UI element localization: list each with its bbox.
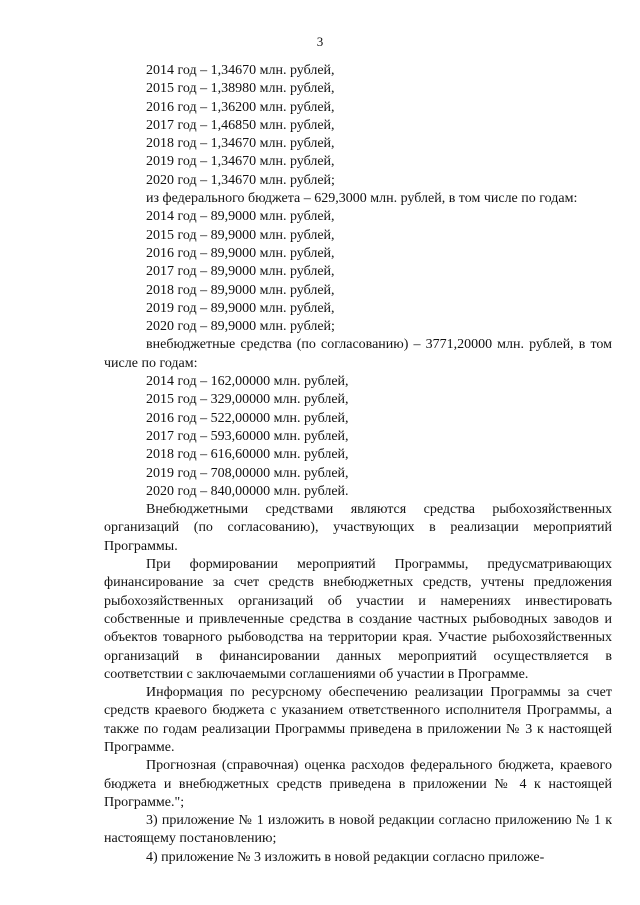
extra-budget-year-2014: 2014 год – 162,00000 млн. рублей,	[146, 374, 349, 390]
federal-budget-year-2018: 2018 год – 89,9000 млн. рублей,	[146, 282, 335, 298]
krai-budget-year-2015: 2015 год – 1,38980 млн. рублей,	[146, 81, 335, 97]
paragraph-financing-formation: При формировании мероприятий Программы, предусматривающих финансирование за счет средств внебюджетных средств, учтены предложения рыбохозяйственных организаций об участии и намерениях инвестировать собственные и привлеченные средства в создание частных рыбоводных заводов и объектов товарного рыбоводства на территории края. Участие рыбохозяйственных организаций в финансировании данных мероприятий осуществляется в соответствии с заключаемыми соглашениями об участии в Программе.	[104, 557, 612, 682]
federal-budget-year-2014: 2014 год – 89,9000 млн. рублей,	[146, 209, 335, 225]
paragraph-forecast-estimate: Прогнозная (справочная) оценка расходов федерального бюджета, краевого бюджета и внебюджетных средств приведена в приложении № 4 к настоящей Программе.";	[104, 758, 612, 810]
extra-budget-year-2019: 2019 год – 708,00000 млн. рублей,	[146, 465, 349, 481]
krai-budget-year-2016: 2016 год – 1,36200 млн. рублей,	[146, 99, 335, 115]
krai-budget-year-list	[104, 62, 612, 190]
extra-budget-year-list	[104, 373, 612, 501]
krai-budget-year-2017: 2017 год – 1,46850 млн. рублей,	[146, 117, 335, 133]
page-number: 3	[316, 34, 324, 49]
krai-budget-year-2018: 2018 год – 1,34670 млн. рублей,	[146, 136, 335, 152]
federal-budget-year-list	[104, 208, 612, 336]
federal-budget-year-2019: 2019 год – 89,9000 млн. рублей,	[146, 300, 335, 316]
federal-budget-intro: из федерального бюджета – 629,3000 млн. рублей, в том числе по годам:	[146, 191, 578, 207]
krai-budget-year-2020: 2020 год – 1,34670 млн. рублей;	[146, 172, 335, 188]
federal-budget-year-2015: 2015 год – 89,9000 млн. рублей,	[146, 227, 335, 243]
krai-budget-year-2019: 2019 год – 1,34670 млн. рублей,	[146, 154, 335, 170]
extra-budget-year-2017: 2017 год – 593,60000 млн. рублей,	[146, 428, 349, 444]
federal-budget-year-2016: 2016 год – 89,9000 млн. рублей,	[146, 245, 335, 261]
paragraph-resource-info: Информация по ресурсному обеспечению реализации Программы за счет средств краевого бюджета с указанием ответственного исполнителя Программы, а также по годам реализации Программы приведена в приложении № 3 к настоящей Программе.	[104, 685, 612, 755]
paragraph-extra-budget-sources: Внебюджетными средствами являются средства рыбохозяйственных организаций (по согласованию), участвующих в реализации мероприятий Программы.	[104, 502, 612, 554]
extra-budget-intro: внебюджетные средства (по согласованию) – 3771,20000 млн. рублей, в том числе по годам:	[104, 337, 612, 371]
federal-budget-year-2017: 2017 год – 89,9000 млн. рублей,	[146, 264, 335, 280]
federal-budget-year-2020: 2020 год – 89,9000 млн. рублей;	[146, 319, 335, 335]
amendment-item-3: 3) приложение № 1 изложить в новой редакции согласно приложению № 1 к настоящему постановлению;	[104, 813, 612, 847]
document-body	[104, 62, 612, 867]
extra-budget-year-2015: 2015 год – 329,00000 млн. рублей,	[146, 392, 349, 408]
extra-budget-year-2020: 2020 год – 840,00000 млн. рублей.	[146, 483, 349, 499]
extra-budget-year-2016: 2016 год – 522,00000 млн. рублей,	[146, 410, 349, 426]
krai-budget-year-2014: 2014 год – 1,34670 млн. рублей,	[146, 63, 335, 78]
extra-budget-year-2018: 2018 год – 616,60000 млн. рублей,	[146, 447, 349, 463]
amendment-item-4: 4) приложение № 3 изложить в новой редакции согласно приложе-	[146, 849, 545, 865]
